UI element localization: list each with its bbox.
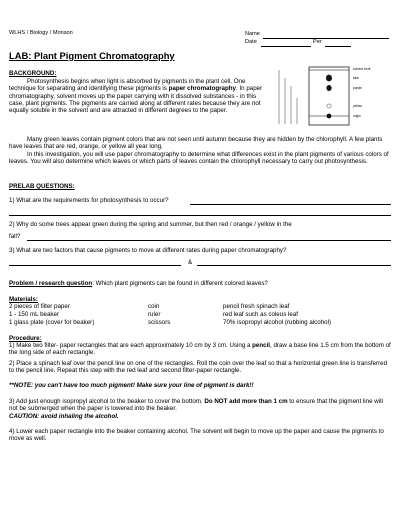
procedure-step-2: 2) Place a spinach leaf over the pencil line on one of the rectangles. Roll the coin over the leaf so that a horizontal green line is transferred to the pencil line. Repeat this step with the red leaf and second filter-paper rectangle. — [9, 360, 388, 375]
procedure-heading: Procedure: — [9, 335, 42, 342]
procedure-step-2-note: **NOTE: you can't have too much pigment! Make sure your line of pigment is dark!! — [9, 382, 254, 389]
blue-pigment-spot — [326, 75, 332, 82]
materials-heading: Materials: — [9, 296, 38, 303]
prelab-question-1: 1) What are the requirements for photosynthesis to occur? — [9, 197, 169, 204]
page-title: LAB: Plant Pigment Chromatography — [9, 50, 175, 61]
background-heading: BACKGROUND: — [9, 70, 57, 77]
material-r1c3: pencil fresh spinach leaf — [223, 303, 290, 310]
label-solvent-front: solvent front — [353, 67, 371, 71]
background-paragraph-1: Photosynthesis begins when light is absorbed by pigments in the plant cell. One technique for separating and identifying these pigments is paper chromatography. In paper chromatography, solvent moves up the paper carrying with it dissolved substances - in this case, plant pigments. The pigments are carried along at different rates because they are not equally soluble in the solvent and are attracted in different degrees to the paper. — [9, 78, 263, 115]
procedure-step-1: 1) Make two filter- paper rectangles that are each approximately 10 cm by 3 cm. Using a pencil, draw a base line 1.5 cm from the bottom of the long side of each rectangle. — [9, 342, 391, 357]
procedure-step-3-caution: CAUTION: avoid inhaling the alcohol. — [9, 413, 119, 420]
prelab-heading: PRELAB QUESTIONS: — [9, 183, 75, 190]
answer-line-3a[interactable] — [9, 265, 181, 266]
name-label: Name — [245, 31, 260, 37]
purple-pigment-spot — [326, 85, 331, 91]
date-field[interactable] — [261, 46, 311, 47]
prelab-question-2-cont: fall? — [9, 233, 21, 240]
name-field[interactable] — [263, 38, 389, 39]
label-blue: blue — [353, 76, 360, 80]
date-label: Date — [245, 39, 257, 45]
answer-line-3b[interactable] — [197, 265, 391, 266]
background-paragraph-2: Many green leaves contain pigment colors that are not seen until autumn because they are hidden by the chlorophyll. A few plants have leaves that are red, orange, or yellow all year long. — [9, 136, 383, 151]
material-r3c1: 1 glass plate (cover for beaker) — [9, 319, 95, 326]
answer-line-1b[interactable] — [9, 215, 391, 216]
problem-statement: Problem / research question: Which plant pigments can be found in different colored leaves? — [9, 280, 268, 287]
background-paragraph-3: In this investigation, you will use paper chromatography to determine what differences exist in the plant pigments of various colors of leaves. You will also determine which leaves or which parts of leaves contain the chlorophyll necessary to carry out photosynthesis. — [9, 151, 389, 166]
answer-line-2[interactable] — [27, 240, 391, 241]
answer-line-1a[interactable] — [190, 204, 391, 205]
per-label: Per — [313, 39, 322, 45]
label-yellow: yellow — [353, 104, 362, 108]
material-r2c2: ruler — [148, 311, 161, 318]
procedure-step-3: 3) Add just enough isopropyl alcohol to the beaker to cover the bottom. Do NOT add more than 1 cm to ensure that the pigment line will not be submerged when the paper is lowered into the beaker. — [9, 398, 383, 413]
prelab-question-3: 3) What are two factors that cause pigments to move at different rates during paper chromatography? — [9, 247, 287, 254]
material-r1c2: coin — [148, 303, 160, 310]
label-purple: purple — [353, 86, 362, 90]
prelab-question-2: 2) Why do some trees appear green during the spring and summer, but then red / orange / yellow in the — [9, 221, 292, 228]
chromatography-diagram — [273, 64, 377, 128]
label-origin: origin — [353, 114, 361, 118]
procedure-step-4: 4) Lower each paper rectangle into the beaker containing alcohol. The solvent will begin to move up the paper and cause the pigments to move as well. — [9, 428, 384, 443]
material-r2c1: 1 - 150 mL beaker — [9, 311, 59, 318]
ampersand: & — [188, 259, 193, 266]
material-r3c3: 70% isopropyl alcohol (rubbing alcohol) — [223, 319, 332, 326]
material-r3c2: scissors — [148, 319, 171, 326]
material-r2c3: red leaf such as coleus leaf — [223, 311, 298, 318]
course-header: WLHS / Biology / Monson — [9, 30, 73, 36]
material-r1c1: 2 pieces of filter paper — [9, 303, 70, 310]
yellow-pigment-spot — [327, 104, 331, 108]
per-field[interactable] — [325, 46, 351, 47]
